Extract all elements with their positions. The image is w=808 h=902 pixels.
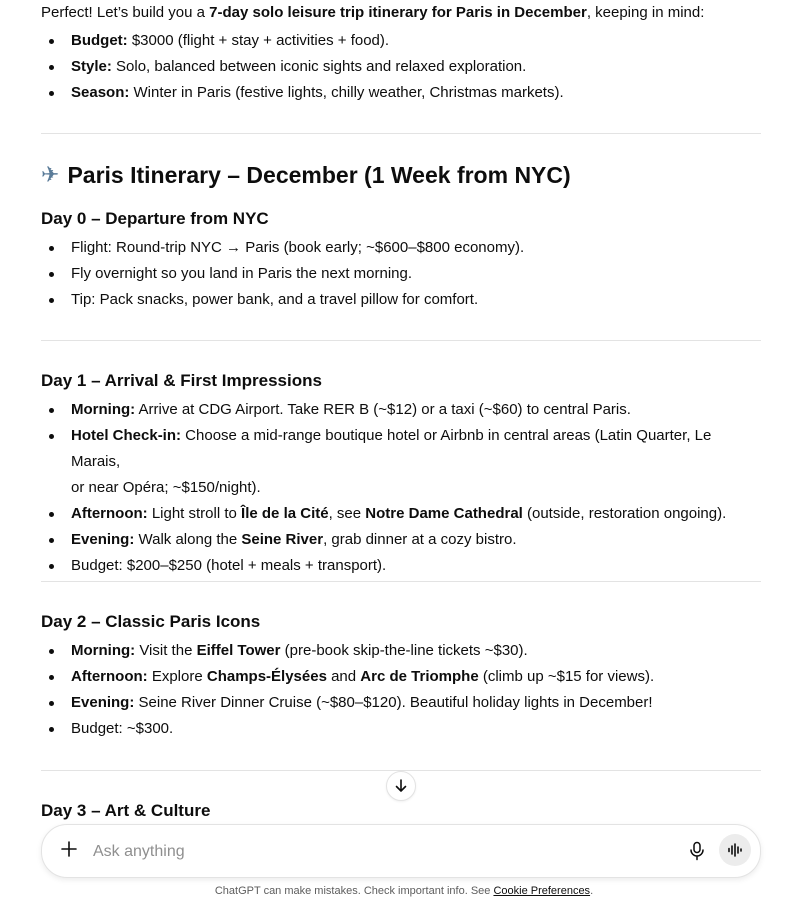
list-item: Flight: Round-trip NYC → Paris (book early; ~$600–$800 economy). (41, 235, 761, 261)
list-item: Style: Solo, balanced between iconic sights and relaxed exploration. (41, 54, 761, 80)
divider (41, 340, 761, 341)
day-1-list (41, 397, 761, 579)
arrow-down-icon (393, 778, 409, 794)
list-item: Tip: Pack snacks, power bank, and a travel pillow for comfort. (41, 287, 761, 313)
microphone-icon (688, 841, 706, 861)
list-item: Budget: $3000 (flight + stay + activities + food). (41, 28, 761, 54)
list-item: Budget: $200–$250 (hotel + meals + transport). (41, 553, 761, 579)
list-item: Afternoon: Light stroll to Île de la Cité, see Notre Dame Cathedral (outside, restoration ongoing). (41, 501, 761, 527)
airplane-icon: ✈ (41, 162, 60, 187)
list-item: Evening: Walk along the Seine River, grab dinner at a cozy bistro. (41, 527, 761, 553)
list-item: Afternoon: Explore Champs-Élysées and Arc de Triomphe (climb up ~$15 for views). (41, 664, 761, 690)
day-0-heading: Day 0 – Departure from NYC (41, 209, 269, 228)
add-attachment-button[interactable] (57, 837, 81, 861)
disclaimer-footer: ChatGPT can make mistakes. Check important info. See Cookie Preferences. (214, 885, 594, 897)
intro-paragraph: Perfect! Let’s build you a 7-day solo leisure trip itinerary for Paris in December, keeping in mind: (41, 4, 705, 21)
day-1-heading: Day 1 – Arrival & First Impressions (41, 371, 322, 390)
day-2-list (41, 638, 761, 742)
list-item: Hotel Check-in: Choose a mid-range boutique hotel or Airbnb in central areas (Latin Quarter, Le Marais, or near Opéra; ~$150/night). (41, 423, 761, 501)
day-2-heading: Day 2 – Classic Paris Icons (41, 612, 261, 631)
scroll-down-button[interactable] (386, 771, 416, 801)
itinerary-heading: ✈ Paris Itinerary – December (1 Week from NYC) (41, 162, 571, 188)
voice-mode-button[interactable] (719, 834, 751, 866)
intro-list (41, 28, 761, 106)
cookie-preferences-link[interactable]: Cookie Preferences (493, 885, 591, 897)
list-item: Fly overnight so you land in Paris the next morning. (41, 261, 761, 287)
divider (41, 133, 761, 134)
chat-composer (41, 824, 761, 878)
list-item: Morning: Visit the Eiffel Tower (pre-book skip-the-line tickets ~$30). (41, 638, 761, 664)
day-3-heading: Day 3 – Art & Culture (41, 801, 211, 820)
day-0-list (41, 235, 761, 313)
list-item: Season: Winter in Paris (festive lights, chilly weather, Christmas markets). (41, 80, 761, 106)
plus-icon (60, 840, 78, 858)
list-item: Morning: Arrive at CDG Airport. Take RER B (~$12) or a taxi (~$60) to central Paris. (41, 397, 761, 423)
list-item: Budget: ~$300. (41, 716, 761, 742)
message-input[interactable] (91, 839, 655, 865)
waveform-icon (727, 842, 743, 858)
list-item: Evening: Seine River Dinner Cruise (~$80–$120). Beautiful holiday lights in December! (41, 690, 761, 716)
divider (41, 581, 761, 582)
dictate-button[interactable] (685, 839, 709, 863)
